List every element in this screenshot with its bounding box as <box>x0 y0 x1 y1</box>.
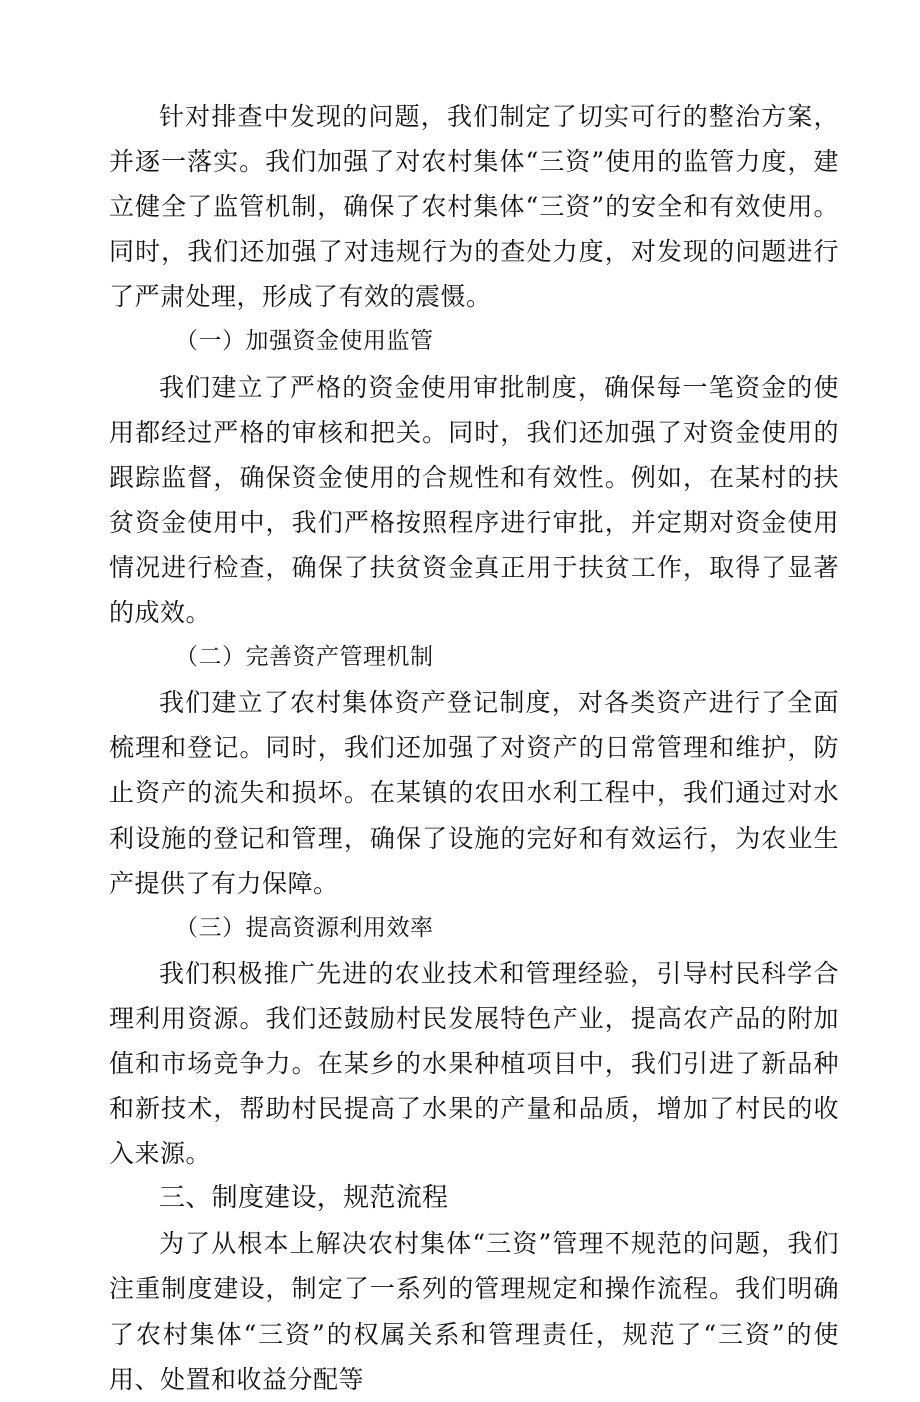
subheading-asset-management: （二）完善资产管理机制 <box>175 644 434 671</box>
subheading-resource-efficiency: （三）提高资源利用效率 <box>175 914 434 941</box>
document-body <box>109 94 839 1402</box>
paragraph-resource-efficiency: 我们积极推广先进的农业技术和管理经验，引导村民科学合理利用资源。我们还鼓励村民发展特色产业，提高农产品的附加值和市场竞争力。在某乡的水果种植项目中，我们引进了新品种和新技术，帮助村民提高了水果的产量和品质，增加了村民的收入来源。 <box>109 958 839 1169</box>
paragraph-asset-management: 我们建立了农村集体资产登记制度，对各类资产进行了全面梳理和登记。同时，我们还加强了对资产的日常管理和维护，防止资产的流失和损坏。在某镇的农田水利工程中，我们通过对水利设施的登记和管理，确保了设施的完好和有效运行，为农业生产提供了有力保障。 <box>109 688 839 898</box>
paragraph-rectification-plan: 针对排查中发现的问题，我们制定了切实可行的整治方案，并逐一落实。我们加强了对农村集体“三资”使用的监管力度，建立健全了监管机制，确保了农村集体“三资”的安全和有效使用。同时，我们还加强了对违规行为的查处力度，对发现的问题进行了严肃处理，形成了有效的震慑。 <box>109 102 839 312</box>
paragraph-fund-supervision: 我们建立了严格的资金使用审批制度，确保每一笔资金的使用都经过严格的审核和把关。同时，我们还加强了对资金使用的跟踪监督，确保资金使用的合规性和有效性。例如，在某村的扶贫资金使用中，我们严格按照程序进行审批，并定期对资金使用情况进行检查，确保了扶贫资金真正用于扶贫工作，取得了显著的成效。 <box>109 372 839 628</box>
subheading-fund-supervision: （一）加强资金使用监管 <box>175 328 434 355</box>
paragraph-system-building: 为了从根本上解决农村集体“三资”管理不规范的问题，我们注重制度建设，制定了一系列的管理规定和操作流程。我们明确了农村集体“三资”的权属关系和管理责任，规范了“三资”的使用、处置和收益分配等 <box>109 1229 839 1394</box>
section-heading-system-building: 三、制度建设，规范流程 <box>159 1183 449 1214</box>
